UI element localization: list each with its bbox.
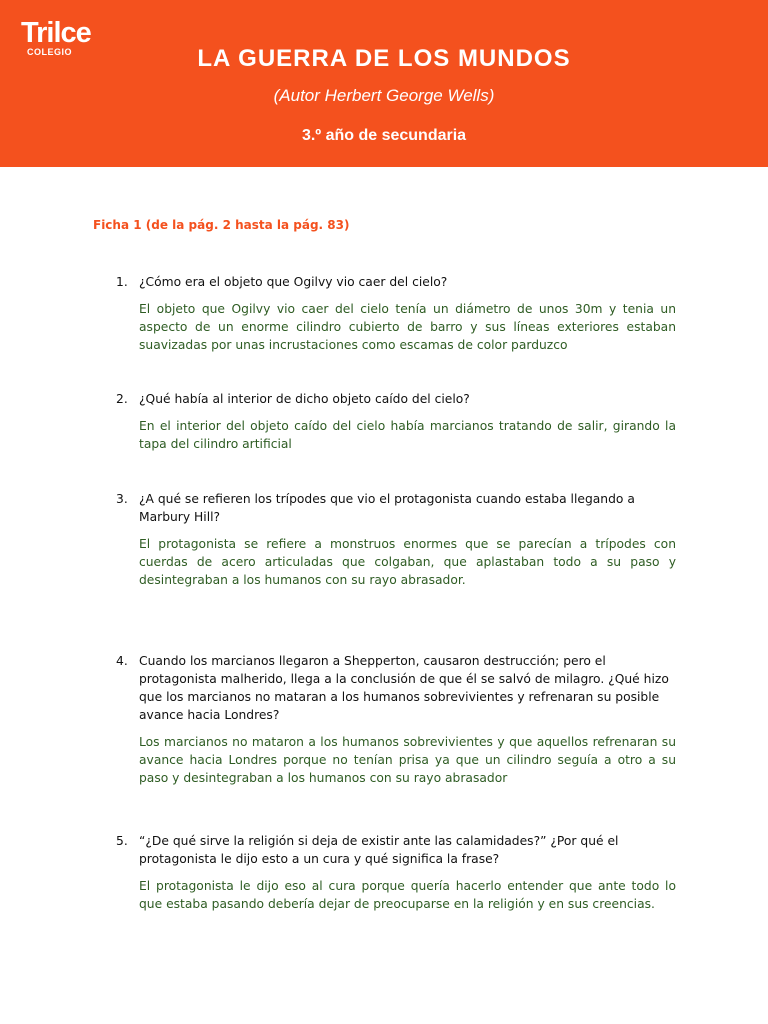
document-title: LA GUERRA DE LOS MUNDOS — [197, 45, 571, 72]
question-item — [116, 390, 676, 453]
question-number: 1. — [116, 275, 128, 289]
question-text: Cuando los marcianos llegaron a Shepperton, causaron destrucción; pero el protagonista malherido, llega a la conclusión de que él se salvó de milagro. ¿Qué hizo que los marcianos no mataran a los humanos sobrevivientes y refrenaran su posible avance hacia Londres? — [139, 654, 669, 722]
question-text: ¿Cómo era el objeto que Ogilvy vio caer del cielo? — [139, 275, 448, 289]
question-number: 2. — [116, 392, 128, 406]
header-banner — [0, 0, 768, 167]
question-text: “¿De qué sirve la religión si deja de existir ante las calamidades?” ¿Por qué el protagonista le dijo esto a un cura y qué significa la frase? — [139, 834, 619, 866]
question-text: ¿Qué había al interior de dicho objeto caído del cielo? — [139, 392, 470, 406]
ficha-heading: Ficha 1 (de la pág. 2 hasta la pág. 83) — [93, 218, 350, 232]
question-item — [116, 832, 676, 913]
answer-text: El objeto que Ogilvy vio caer del cielo tenía un diámetro de unos 30m y tenia un aspecto de un enorme cilindro cubierto de barro y sus líneas exteriores estaban suavizadas por unas incrustaciones como escamas de color parduzco — [139, 302, 676, 352]
answer-text: En el interior del objeto caído del cielo había marcianos tratando de salir, girando la tapa del cilindro artificial — [139, 419, 676, 451]
question-item — [116, 273, 676, 354]
question-number: 5. — [116, 834, 128, 848]
question-item — [116, 490, 676, 589]
answer-text: El protagonista se refiere a monstruos enormes que se parecían a trípodes con cuerdas de acero articuladas que colgaban, que aplastaban todo a su paso y desintegraban a los humanos con su rayo abrasador. — [139, 537, 676, 587]
question-item — [116, 652, 676, 787]
answer-text: Los marcianos no mataron a los humanos sobrevivientes y que aquellos refrenaran su avance hacia Londres porque no tenían prisa ya que un cilindro seguía a otro a su paso y desintegraban a los humanos con su rayo abrasador — [139, 735, 676, 785]
answer-text: El protagonista le dijo eso al cura porque quería hacerlo entender que ante todo lo que estaba pasando debería dejar de preocuparse en la religión y en sus creencias. — [139, 879, 676, 911]
question-number: 3. — [116, 492, 128, 506]
logo-wordmark: Trilce — [21, 17, 91, 49]
author-subtitle: (Autor Herbert George Wells) — [273, 86, 495, 105]
question-text: ¿A qué se refieren los trípodes que vio el protagonista cuando estaba llegando a Marbury Hill? — [139, 492, 635, 524]
grade-level: 3.º año de secundaria — [301, 127, 467, 144]
question-number: 4. — [116, 654, 128, 668]
logo-subtext: COLEGIO — [27, 47, 73, 57]
